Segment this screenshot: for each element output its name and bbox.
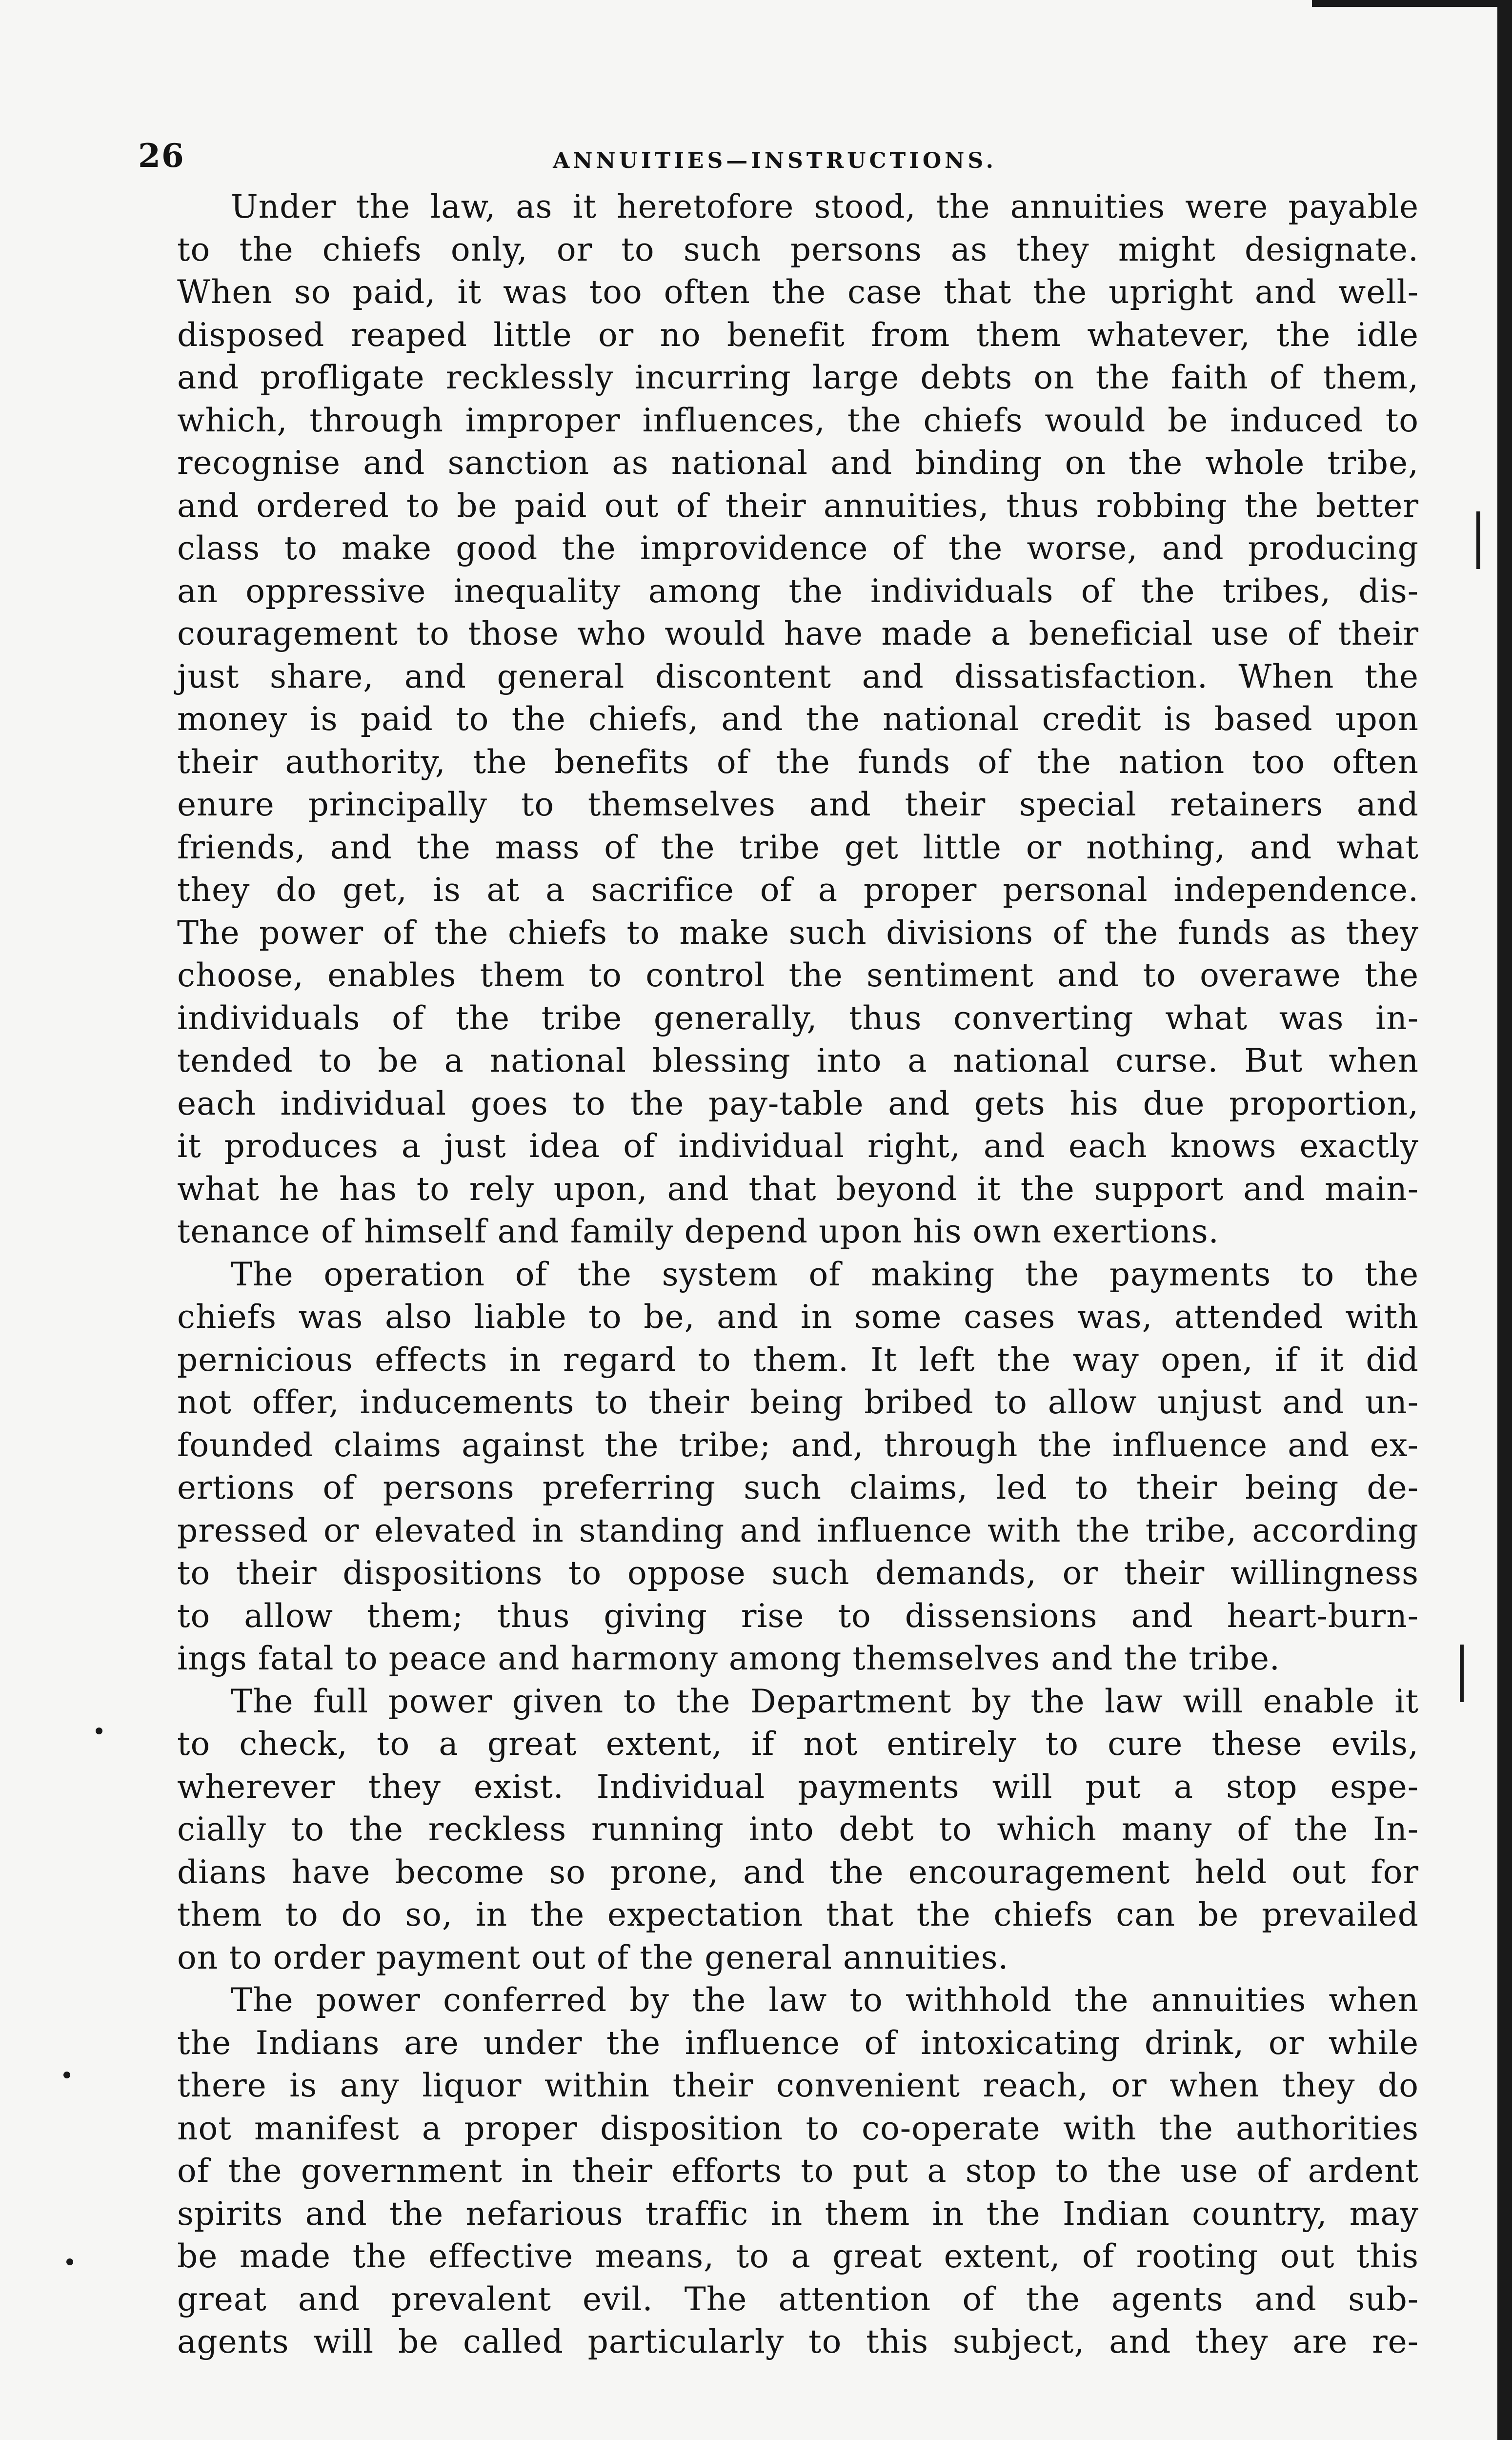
text-line: on to order payment out of the general annuities. (177, 1938, 1009, 1976)
text-line: they do get, is at a sacrifice of a proper personal independence. (177, 871, 1419, 909)
paragraph-full-power (131, 1680, 1419, 1979)
paragraph-operation-of-system (131, 1253, 1419, 1680)
text-line: pernicious effects in regard to them. It left the way open, if it did (177, 1341, 1419, 1379)
margin-mark (1476, 511, 1480, 569)
text-line: to the chiefs only, or to such persons as they might designate. (177, 230, 1419, 268)
running-head (131, 132, 1419, 185)
text-line: The power of the chiefs to make such divisions of the funds as they (177, 914, 1419, 952)
margin-speck (63, 2072, 70, 2078)
text-line: to check, to a great extent, if not entirely to cure these evils, (177, 1725, 1419, 1763)
text-line: choose, enables them to control the sentiment and to overawe the (177, 956, 1419, 994)
margin-speck (96, 1728, 102, 1734)
text-line: ertions of persons preferring such claims, led to their being de- (177, 1469, 1419, 1506)
text-line: When so paid, it was too often the case that the upright and well- (177, 273, 1419, 311)
text-line: an oppressive inequality among the individuals of the tribes, dis- (177, 572, 1419, 610)
book-page (131, 132, 1419, 2363)
text-line: which, through improper influences, the chiefs would be induced to (177, 401, 1419, 439)
text-line: to allow them; thus giving rise to dissensions and heart-burn- (177, 1597, 1419, 1635)
text-line: individuals of the tribe generally, thus converting what was in- (177, 999, 1419, 1037)
text-line: ings fatal to peace and harmony among themselves and the tribe. (177, 1640, 1280, 1677)
text-line: to their dispositions to oppose such demands, or their willingness (177, 1554, 1419, 1592)
text-line: and profligate recklessly incurring large debts on the faith of them, (177, 359, 1419, 396)
margin-speck (66, 2258, 73, 2265)
text-line: The power conferred by the law to withhold the annuities when (231, 1981, 1419, 2019)
text-line: tenance of himself and family depend upon his own exertions. (177, 1213, 1219, 1250)
text-line: dians have become so prone, and the encouragement held out for (177, 1853, 1419, 1891)
text-line: not manifest a proper disposition to co-operate with the authorities (177, 2109, 1419, 2147)
text-line: Under the law, as it heretofore stood, the annuities were payable (231, 188, 1419, 225)
text-line: chiefs was also liable to be, and in some cases was, attended with (177, 1298, 1419, 1336)
text-line: cially to the reckless running into debt to which many of the In- (177, 1810, 1419, 1848)
text-line: class to make good the improvidence of the worse, and producing (177, 529, 1419, 567)
text-line: wherever they exist. Individual payments will put a stop espe- (177, 1768, 1419, 1806)
text-line: couragement to those who would have made a beneficial use of their (177, 615, 1419, 652)
margin-mark (1460, 1645, 1464, 1702)
text-line: The full power given to the Department by the law will enable it (231, 1682, 1419, 1720)
text-line: what he has to rely upon, and that beyond it the support and main- (177, 1170, 1419, 1208)
text-line: founded claims against the tribe; and, through the influence and ex- (177, 1426, 1419, 1464)
text-line: there is any liquor within their convenient reach, or when they do (177, 2067, 1419, 2104)
text-line: tended to be a national blessing into a national curse. But when (177, 1042, 1419, 1079)
page-edge-shadow (1312, 0, 1497, 7)
text-line: of the government in their efforts to put a stop to the use of ardent (177, 2152, 1419, 2190)
paragraph-withhold-annuities (131, 1979, 1419, 2363)
page-number: 26 (138, 137, 185, 175)
text-line: be made the effective means, to a great extent, of rooting out this (177, 2237, 1419, 2275)
text-line: friends, and the mass of the tribe get little or nothing, and what (177, 828, 1419, 866)
text-line: and ordered to be paid out of their annuities, thus robbing the better (177, 487, 1419, 525)
text-line: pressed or elevated in standing and influence with the tribe, according (177, 1511, 1419, 1549)
text-line: agents will be called particularly to this subject, and they are re- (177, 2323, 1419, 2360)
paragraph-annuities-to-chiefs (131, 185, 1419, 1253)
text-line: it produces a just idea of individual right, and each knows exactly (177, 1127, 1419, 1165)
text-line: The operation of the system of making the payments to the (231, 1255, 1419, 1293)
text-line: disposed reaped little or no benefit from them whatever, the idle (177, 316, 1419, 354)
text-line: not offer, inducements to their being bribed to allow unjust and un- (177, 1383, 1419, 1421)
text-line: their authority, the benefits of the funds of the nation too often (177, 743, 1419, 781)
text-line: enure principally to themselves and their special retainers and (177, 786, 1419, 823)
text-line: them to do so, in the expectation that the chiefs can be prevailed (177, 1896, 1419, 1933)
running-title: ANNUITIES—INSTRUCTIONS. (553, 148, 997, 173)
text-line: recognise and sanction as national and binding on the whole tribe, (177, 444, 1419, 482)
text-line: great and prevalent evil. The attention of the agents and sub- (177, 2280, 1419, 2318)
text-line: the Indians are under the influence of intoxicating drink, or while (177, 2024, 1419, 2062)
text-line: money is paid to the chiefs, and the national credit is based upon (177, 700, 1419, 738)
text-line: each individual goes to the pay-table and gets his due proportion, (177, 1084, 1419, 1122)
text-line: just share, and general discontent and dissatisfaction. When the (177, 657, 1419, 695)
text-line: spirits and the nefarious traffic in them in the Indian country, may (177, 2195, 1419, 2233)
